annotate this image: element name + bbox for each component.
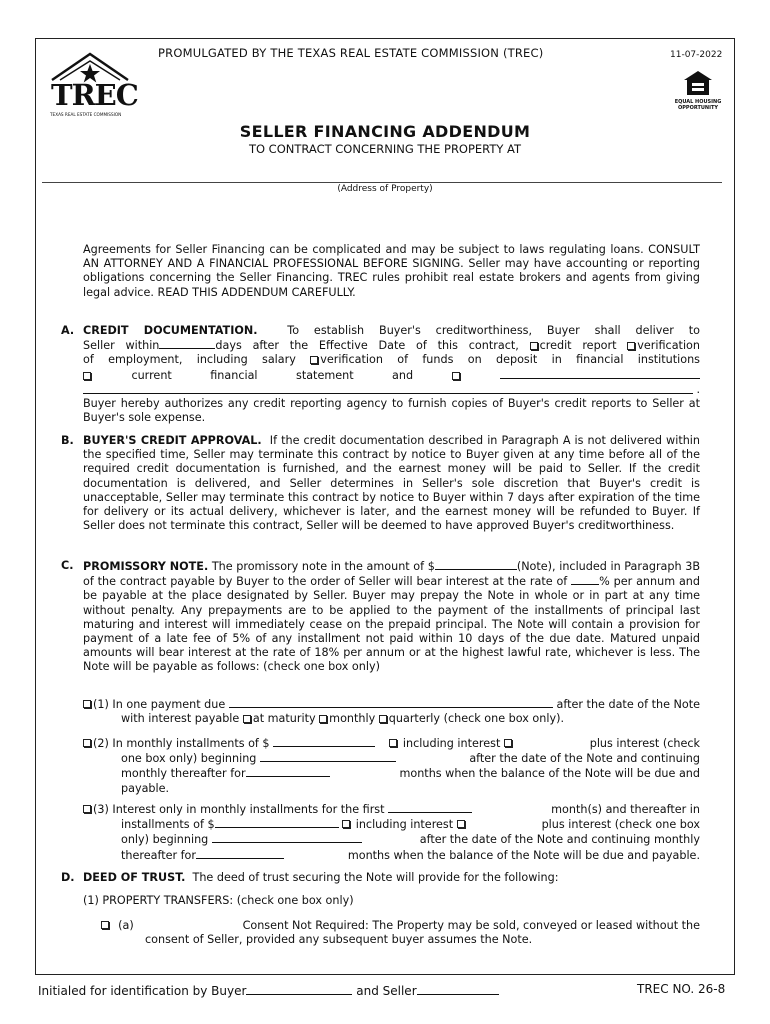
option-3-e: plus interest (check one box	[541, 818, 700, 832]
section-a-line3a: of employment, including salary	[83, 353, 296, 367]
logo-text: TREC	[51, 78, 138, 112]
option-2-g: months when the balance of the Note will be due and	[399, 767, 700, 781]
section-b-heading: BUYER'S CREDIT APPROVAL.	[83, 434, 262, 447]
document-subtitle: TO CONTRACT CONCERNING THE PROPERTY AT	[248, 142, 522, 156]
section-b	[83, 434, 700, 533]
section-a-current: current	[131, 368, 172, 382]
months-blank-2[interactable]	[246, 766, 330, 777]
option-2-a: In monthly installments of $	[112, 737, 270, 750]
at-maturity-checkbox[interactable]	[243, 715, 251, 723]
section-d	[83, 871, 700, 885]
other-document-checkbox[interactable]	[452, 372, 460, 380]
form-date: 11-07-2022	[670, 50, 723, 60]
option-2-e: after the date of the Note and continuing	[469, 752, 700, 766]
option-2-num: (2)	[93, 737, 109, 750]
trec-logo	[48, 50, 138, 120]
footer-seller-label: and Seller	[356, 984, 417, 998]
option-d-1a	[101, 919, 700, 947]
section-c-letter: C.	[61, 559, 74, 572]
footer-initials	[38, 984, 499, 998]
option-3-c: installments of $	[121, 818, 215, 832]
including-interest-checkbox-2[interactable]	[389, 739, 397, 747]
monthly-checkbox[interactable]	[319, 715, 327, 723]
plus-interest-checkbox-3[interactable]	[457, 820, 465, 828]
promulgated-line: PROMULGATED BY THE TEXAS REAL ESTATE COMMISSION (TREC)	[158, 46, 544, 60]
plus-interest-checkbox-2[interactable]	[504, 739, 512, 747]
option-2-f: monthly thereafter for	[121, 767, 246, 781]
option-1	[83, 697, 700, 726]
option-d-1a-text1: Consent Not Required: The Property may be sold, conveyed or leased without the	[242, 919, 700, 932]
section-c-heading: PROMISSORY NOTE.	[83, 560, 209, 573]
interest-only-months-blank[interactable]	[388, 802, 472, 813]
installments-blank-3[interactable]	[215, 817, 339, 828]
section-a-line2b: days after the Effective Date of this contract,	[215, 339, 519, 353]
section-d-letter: D.	[61, 871, 75, 884]
one-payment-blank[interactable]	[229, 697, 553, 708]
beginning-blank-2[interactable]	[260, 751, 396, 762]
option-2	[83, 736, 700, 796]
property-transfers: (1) PROPERTY TRANSFERS: (check one box only)	[83, 894, 354, 907]
option-1-checkbox[interactable]	[83, 700, 91, 708]
verification-label: verification	[637, 339, 700, 353]
option-3-num: (3)	[93, 803, 109, 816]
section-a: CREDIT DOCUMENTATION. To establish Buyer's creditworthiness, Buyer shall deliver to Seller within days after the Effective Date of this contract, credit report verification of employment, including salary verification of funds on deposit in financial institutions current financial statement and . Buyer hereby authorizes any credit reporting agency to furnish copies of Buyer's credit reports to Seller at Buyer's sole expense.	[83, 324, 701, 425]
other-document-blank[interactable]	[500, 368, 700, 379]
credit-report-label: credit report	[539, 339, 617, 353]
option-3-checkbox[interactable]	[83, 805, 91, 813]
equal-housing-logo	[673, 70, 723, 120]
option-3-i: months when the balance of the Note will be due and payable.	[347, 848, 700, 862]
section-c-t3: % per annum and be payable at the place designated by Seller. Buyer may prepay the Note in whole or in part at any time without penalty. Any prepayments are to be applied to the payment of the installments of principal last maturing and interest will immediately cease on the prepaid principal. The Note will contain a provision for payment of a late fee of 5% of any installment not paid within 10 days of the due date. Matured unpaid amounts will bear interest at the rate of 18% per annum or at the highest lawful rate, whichever is less. The Note will be payable as follows: (check one box only)	[83, 575, 701, 674]
monthly-installment-blank[interactable]	[273, 736, 375, 747]
financial-statement-checkbox[interactable]	[83, 372, 91, 380]
section-c-t2: (Note), included in Paragraph 3B of the contract payable by Buyer to the order of Seller will bear interest at the rate of	[83, 560, 700, 589]
credit-report-checkbox[interactable]	[530, 342, 538, 350]
option-3-b: month(s) and thereafter in	[551, 803, 700, 816]
document-title: SELLER FINANCING ADDENDUM	[239, 122, 531, 141]
section-b-text: If the credit documentation described in Paragraph A is not delivered within the specified time, Seller may terminate this contract by notice to Buyer given at any time before all of the required credit documentation is furnished, and the earnest money will be paid to Seller. If the credit documentation is delivered, and Seller determines in Seller's sole discretion that Buyer's credit is unacceptable, Seller may terminate this contract by notice to Buyer within 7 days after expiration of the time for delivery or its actual delivery, whichever is later, and the earnest money will be refunded to Buyer. If Seller does not terminate this contract, Seller will be deemed to have approved Buyer's creditworthiness.	[83, 434, 700, 533]
section-d-heading: DEED OF TRUST.	[83, 871, 186, 884]
verification-employment-checkbox[interactable]	[627, 342, 635, 350]
verification-funds-checkbox[interactable]	[310, 356, 318, 364]
equal-housing-icon	[683, 70, 713, 96]
option-1-num: (1)	[93, 698, 109, 711]
address-line[interactable]	[42, 182, 722, 183]
logo-subtext: TEXAS REAL ESTATE COMMISSION	[50, 112, 122, 117]
option-1-a: In one payment due	[112, 698, 226, 711]
interest-rate-blank[interactable]	[571, 574, 599, 585]
address-label: (Address of Property)	[337, 184, 433, 194]
option-3-a: Interest only in monthly installments for the first	[112, 803, 385, 816]
section-c-t1: The promissory note in the amount of $	[211, 560, 435, 573]
option-2-c: plus interest (check	[589, 737, 700, 750]
option-3-f: only) beginning	[121, 833, 209, 847]
at-maturity-label: at maturity	[252, 712, 316, 726]
option-d-1a-label: (a)	[118, 919, 134, 932]
option-2-checkbox[interactable]	[83, 739, 91, 747]
section-d-text: The deed of trust securing the Note will provide for the following:	[192, 871, 559, 884]
option-d-1a-text2: consent of Seller, provided any subsequent buyer assumes the Note.	[145, 933, 533, 947]
section-a-financial: financial	[210, 368, 258, 382]
months-blank-3[interactable]	[196, 848, 284, 859]
option-2-b: including interest	[402, 737, 501, 750]
option-3-g: after the date of the Note and continuing monthly	[419, 833, 700, 847]
section-a-heading: CREDIT DOCUMENTATION.	[83, 324, 258, 337]
option-1-b: after the date of the Note	[556, 698, 700, 711]
consent-not-required-checkbox[interactable]	[101, 921, 109, 929]
section-a-letter: A.	[61, 324, 75, 337]
seller-initials-blank[interactable]	[417, 984, 499, 995]
monthly-label: monthly	[329, 712, 376, 726]
option-3-h: thereafter for	[121, 848, 197, 862]
buyer-initials-blank[interactable]	[246, 984, 352, 995]
section-a-statement: statement	[295, 368, 354, 382]
option-3	[83, 802, 700, 863]
form-number: TREC NO. 26-8	[637, 982, 726, 996]
section-a-line1: To establish Buyer's creditworthiness, Buyer shall deliver to	[287, 324, 700, 337]
quarterly-checkbox[interactable]	[379, 715, 387, 723]
quarterly-label: quarterly (check one box only).	[388, 712, 564, 726]
option-3-d: including interest	[355, 818, 454, 832]
option-2-h: payable.	[121, 781, 170, 795]
note-amount-blank[interactable]	[435, 559, 517, 570]
section-c	[83, 559, 700, 675]
eho-text: EQUAL HOUSING OPPORTUNITY	[674, 99, 722, 111]
including-interest-checkbox-3[interactable]	[342, 820, 350, 828]
option-1-c: with interest payable	[121, 712, 240, 726]
footer-buyer-label: Initialed for identification by Buyer	[38, 984, 247, 998]
section-a-authorization: Buyer hereby authorizes any credit reporting agency to furnish copies of Buyer's credit reports to Seller at Buyer's sole expense.	[83, 396, 700, 425]
option-2-d: one box only) beginning	[121, 752, 257, 766]
section-a-line2a: Seller within	[83, 339, 160, 353]
section-a-line3b: verification of funds on deposit in financial institutions	[320, 353, 701, 367]
other-document-blank-2[interactable]	[83, 383, 693, 394]
intro-paragraph: Agreements for Seller Financing can be complicated and may be subject to laws regulating loans. CONSULT AN ATTORNEY AND A FINANCIAL PROFESSIONAL BEFORE SIGNING. Seller may have accounting or reporting obligations concerning the Seller Financing. TREC rules prohibit real estate brokers and agents from giving legal advice. READ THIS ADDENDUM CAREFULLY.	[83, 243, 700, 299]
days-blank[interactable]	[159, 338, 215, 349]
section-a-and: and	[392, 368, 414, 382]
beginning-blank-3[interactable]	[212, 832, 362, 843]
section-b-letter: B.	[61, 434, 74, 447]
